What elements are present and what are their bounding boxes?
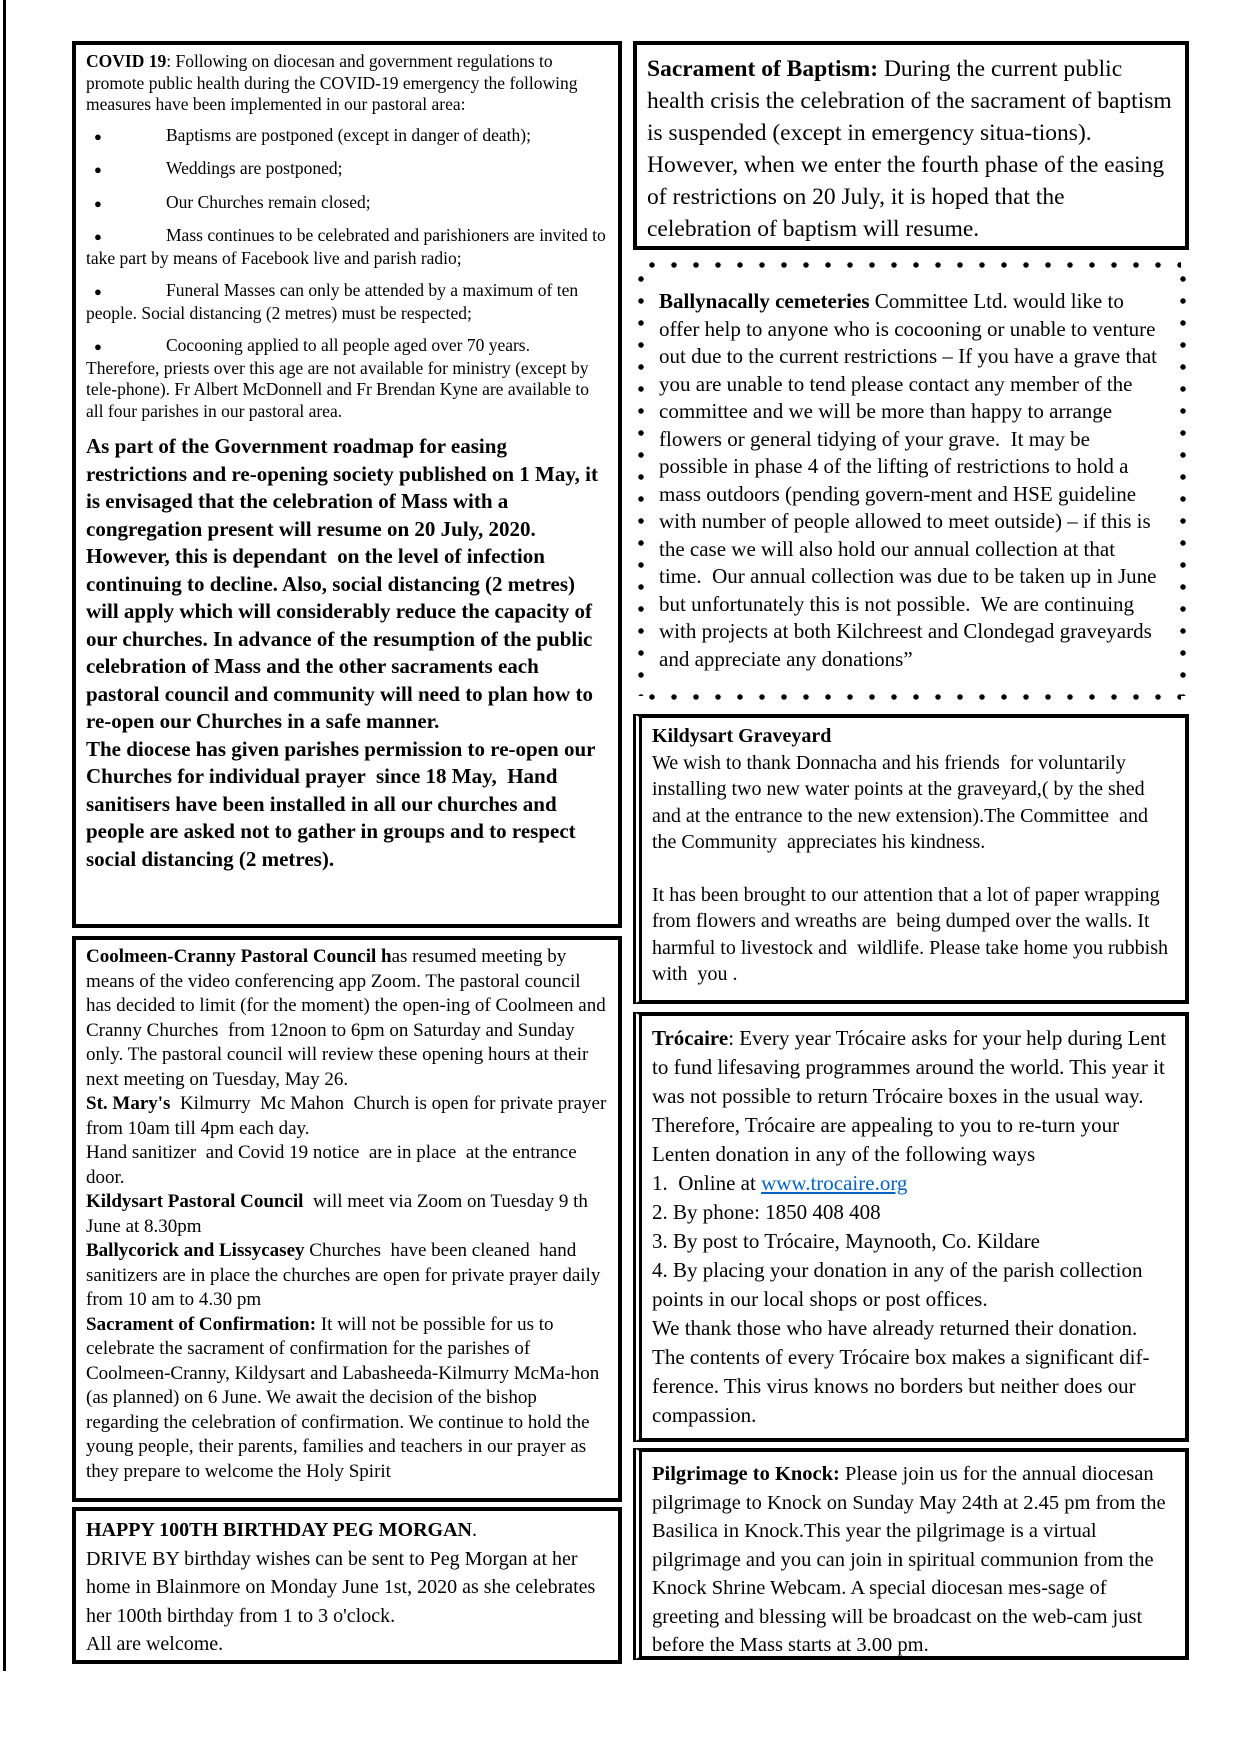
text: 4. By placing your donation in any of the parish collection points in our local shops or post offices. <box>652 1258 1148 1311</box>
graveyard-paragraph-2 <box>652 882 1173 988</box>
bullet-icon: ● <box>94 195 102 211</box>
text: Kilmurry Mc Mahon Church is open for private prayer from 10am till 4pm each day. <box>86 1093 612 1139</box>
roadmap-paragraph <box>86 433 606 736</box>
text: 1. Online at <box>652 1171 762 1195</box>
knock-pilgrimage-box <box>633 1448 1189 1660</box>
bullet-item <box>86 225 611 269</box>
council-paragraph <box>86 1313 608 1485</box>
bullet-icon: ● <box>94 162 102 177</box>
text: Mass continues to be celebrated and parishioners are invited to take part by means of Facebook live and parish radio; <box>86 225 611 268</box>
dotted-border-right <box>1179 268 1187 696</box>
text: During the current public health crisis the celebration of the sacrament of baptism is suspended (except in emergency situa-tions). However, when we enter the fourth phase of the easing of restrictions on 20 July, it is hoped that the celebration of baptism will resume. <box>647 56 1178 242</box>
bullet-icon: ● <box>94 339 102 354</box>
birthday-heading <box>86 1516 606 1545</box>
text: Hand sanitizer and Covid 19 notice are in place at the entrance door. <box>86 1142 582 1188</box>
bullet-item <box>86 158 606 181</box>
reopen-paragraph <box>86 736 606 874</box>
cemeteries-notice-box <box>633 256 1189 708</box>
bold-text: Sacrament of Baptism: <box>647 56 879 82</box>
text: Churches have been cleaned hand sanitizers are in place the churches are open for private prayer daily from 10 am to 4.30 pm <box>86 1240 606 1310</box>
council-paragraph <box>86 1092 612 1141</box>
baptism-notice-box <box>633 41 1189 250</box>
bullet-icon: ● <box>94 128 102 144</box>
text: We wish to thank Donnacha and his friends for voluntarily installing two new water points at the graveyard,( by the shed and at the entrance to the new extension).The Committee and the Community appreciates his kindness. <box>652 751 1153 853</box>
trocaire-outro <box>652 1314 1173 1430</box>
bold-text: Kildysart Pastoral Council <box>86 1191 304 1212</box>
trocaire-donation-option <box>652 1198 1173 1227</box>
text: Weddings are postponed; <box>166 158 343 178</box>
trocaire-notice-box <box>633 1012 1189 1442</box>
graveyard-notice-box <box>633 714 1189 1004</box>
covid-bullet-list <box>86 124 611 423</box>
council-paragraph <box>86 1141 608 1190</box>
text: We thank those who have already returned their donation. The contents of every Trócaire box makes a significant dif-ference. This virus knows no borders but neither does our compassion. <box>652 1316 1150 1427</box>
bold-text: COVID 19 <box>86 51 167 71</box>
trocaire-donation-option <box>652 1169 1173 1198</box>
council-paragraph <box>86 945 611 1092</box>
blank-line <box>652 856 1173 882</box>
covid-notice-box <box>72 41 622 928</box>
dotted-border-top <box>641 261 1181 269</box>
trocaire-donation-option <box>652 1256 1173 1314</box>
council-paragraph <box>86 1190 608 1239</box>
bold-text: As part of the Government roadmap for easing restrictions and re-opening society published on 1 May, it is envisaged that the celebration of Mass with a congregation present will resume on 20 July, 2020. However, this is dependant on the level of infection continuing to decline. Also, social distancing (2 metres) will apply which will considerably reduce the capacity of our churches. In advance of the resumption of the public celebration of Mass and the other sacraments each pastoral council and community will need to plan how to re-open our Churches in a safe manner. <box>86 434 604 733</box>
text: Cocooning applied to all people aged over 70 years. Therefore, priests over this age are not available for ministry (except by tele-phone). Fr Albert McDonnell and Fr Brendan Kyne are available to all four parishes in our pastoral area. <box>86 335 594 421</box>
trocaire-intro <box>652 1024 1173 1169</box>
text: It has been brought to our attention that a lot of paper wrapping from flowers and wreaths are being dumped over the walls. It harmful to livestock and wildlife. Please take home you rubbish with you . <box>652 883 1173 985</box>
text: Our Churches remain closed; <box>166 191 371 212</box>
bold-text: The diocese has given parishes permission to re-open our Churches for individual prayer since 18 May, Hand sanitisers have been installed in all our churches and people are asked not to gather in groups and to respect social distancing (2 metres). <box>86 736 601 871</box>
trocaire-donation-option <box>652 1227 1173 1256</box>
text: It will not be possible for us to celebrate the sacrament of confirmation for the parishes of Coolmeen-Cranny, Kildysart and Labasheeda-Kilmurry McMa-hon (as planned) on 6 June. We await the decision of the bishop regarding the celebration of confirmation. We continue to hold the young people, their parents, families and teachers in our prayer as they prepare to welcome the Holy Spirit <box>86 1313 604 1482</box>
council-paragraph <box>86 1239 608 1313</box>
bullet-text <box>166 125 531 145</box>
bold-text: Ballycorick and Lissycasey <box>86 1240 305 1261</box>
bold-text: Kildysart Graveyard <box>652 725 832 747</box>
pastoral-council-box <box>72 936 622 1502</box>
bullet-icon: ● <box>94 229 102 244</box>
text: 3. By post to Trócaire, Maynooth, Co. Kildare <box>652 1229 1040 1253</box>
birthday-box <box>72 1507 622 1664</box>
bold-text: St. Mary's <box>86 1093 171 1114</box>
bold-text: Pilgrimage to Knock: <box>652 1463 840 1485</box>
council-paragraphs <box>86 945 612 1484</box>
bold-text: Coolmeen-Cranny Pastoral Council h <box>86 946 392 967</box>
graveyard-paragraph-1 <box>652 750 1173 856</box>
bullet-item <box>86 335 606 422</box>
text: Baptisms are postponed (except in danger of death); <box>166 124 531 145</box>
text: All are welcome. <box>86 1633 224 1655</box>
knock-paragraph <box>652 1460 1173 1660</box>
bold-text: HAPPY 100TH BIRTHDAY PEG MORGAN <box>86 1519 472 1541</box>
bullet-item <box>86 125 606 148</box>
bullet-text <box>166 158 342 178</box>
birthday-body <box>86 1545 606 1631</box>
text: 2. By phone: 1850 408 408 <box>652 1200 881 1224</box>
bold-text: Ballynacally cemeteries <box>659 289 870 313</box>
page-left-border <box>3 0 6 1671</box>
cemeteries-paragraph <box>659 288 1163 673</box>
bold-text: Sacrament of Confirmation: <box>86 1313 317 1335</box>
graveyard-heading <box>652 723 1173 750</box>
text: Funeral Masses can only be attended by a maximum of ten people. Social distancing (2 metres) must be respected; <box>86 280 583 323</box>
bullet-item <box>86 192 606 215</box>
bullet-icon: ● <box>94 284 102 299</box>
text: Please join us for the annual diocesan pilgrimage to Knock on Sunday May 24th at 2.45 pm from the Basilica in Knock.This year the pilgrimage is a virtual pilgrimage and you can join in spiritual communion from the Knock Shrine Webcam. A special diocesan mes-sage of greeting and blessing will be broadcast on the web-cam just before the Mass starts at 3.00 pm. <box>652 1463 1171 1656</box>
baptism-paragraph <box>647 53 1178 245</box>
bold-text: Trócaire <box>652 1026 729 1050</box>
trocaire-website-link[interactable]: www.trocaire.org <box>761 1171 908 1195</box>
text: : Every year Trócaire asks for your help during Lent to fund lifesaving programmes around the world. This year it was not possible to return Trócaire boxes in the usual way. Therefore, Trócaire are appealing to you to re-turn your Lenten donation in any of the following ways <box>652 1026 1172 1166</box>
text: Committee Ltd. would like to offer help to anyone who is cocooning or unable to venture out due to the current restrictions – If you have a grave that you are unable to tend please contact any member of the committee and we will be more than happy to arrange flowers or general tidying of your grave. It may be possible in phase 4 of the lifting of restrictions to hold a mass outdoors (pending govern-ment and HSE guideline with number of people allowed to meet outside) – if this is the case we will also hold our annual collection at that time. Our annual collection was due to be taken up in June but unfortunately this is not possible. We are continuing with projects at both Kilchreest and Clondegad graveyards and appreciate any donations” <box>659 289 1163 671</box>
birthday-footer <box>86 1630 606 1659</box>
text: will meet via Zoom on Tuesday 9 th June at 8.30pm <box>86 1191 593 1237</box>
text: DRIVE BY birthday wishes can be sent to Peg Morgan at her home in Blainmore on Monday June 1st, 2020 as she celebrates her 100th birthday from 1 to 3 o'clock. <box>86 1547 601 1627</box>
trocaire-donation-list <box>652 1169 1173 1314</box>
text: . <box>471 1519 477 1541</box>
bullet-item <box>86 280 606 324</box>
dotted-border-bottom <box>641 693 1181 701</box>
dotted-border-left <box>637 268 645 696</box>
text: as resumed meeting by means of the video conferencing app Zoom. The pastoral council has decided to limit (for the moment) the open-ing of Coolmeen and Cranny Churches from 12noon to 6pm on Saturday and Sunday only. The pastoral council will review these opening hours at their next meeting on Tuesday, May 26. <box>86 946 611 1090</box>
covid-intro-paragraph <box>86 51 606 116</box>
bullet-text <box>166 192 371 212</box>
text: : Following on diocesan and government regulations to promote public health during the COVID-19 emergency the following measures have been implemented in our pastoral area: <box>86 51 582 114</box>
